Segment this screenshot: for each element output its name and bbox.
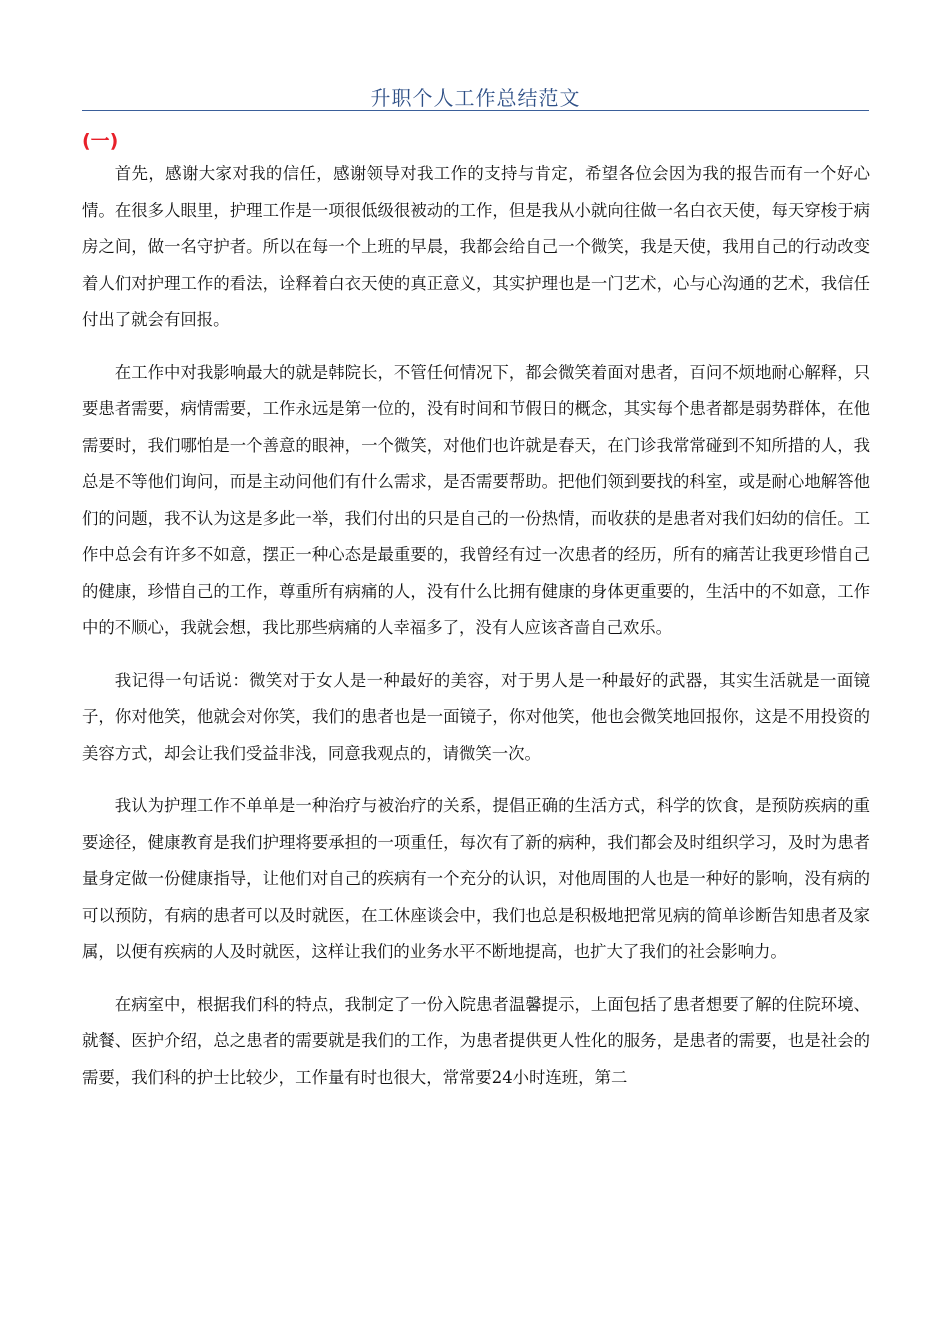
section-heading: (一) <box>82 130 119 152</box>
header-title: 升职个人工作总结范文 <box>370 86 581 110</box>
paragraph-1: 首先，感谢大家对我的信任，感谢领导对我工作的支持与肯定，希望各位会因为我的报告而有一个好心情。在很多人眼里，护理工作是一项很低级很被动的工作，但是我从小就向往做一名白衣天使，每天穿梭于病房之间，做一名守护者。所以在每一个上班的早晨，我都会给自己一个微笑，我是天使，我用自己的行动改变着人们对护理工作的看法，诠释着白衣天使的真正意义，其实护理也是一门艺术，心与心沟通的艺术，我信任付出了就会有回报。 <box>82 164 870 329</box>
paragraph-4: 我认为护理工作不单单是一种治疗与被治疗的关系，提倡正确的生活方式，科学的饮食，是预防疾病的重要途径，健康教育是我们护理将要承担的一项重任，每次有了新的病种，我们都会及时组织学习，及时为患者量身定做一份健康指导，让他们对自己的疾病有一个充分的认识，对他周围的人也是一种好的影响，没有病的可以预防，有病的患者可以及时就医，在工休座谈会中，我们也总是积极地把常见病的简单诊断告知患者及家属，以便有疾病的人及时就医，这样让我们的业务水平不断地提高，也扩大了我们的社会影响力。 <box>82 796 870 961</box>
paragraph-5: 在病室中，根据我们科的特点，我制定了一份入院患者温馨提示，上面包括了患者想要了解的住院环境、就餐、医护介绍，总之患者的需要就是我们的工作，为患者提供更人性化的服务，是患者的需要，也是社会的需要，我们科的护士比较少，工作量有时也很大，常常要24小时连班，第二 <box>82 994 870 1087</box>
paragraph-2: 在工作中对我影响最大的就是韩院长，不管任何情况下，都会微笑着面对患者，百问不烦地耐心解释，只要患者需要，病情需要，工作永远是第一位的，没有时间和节假日的概念，其实每个患者都是弱势群体，在他需要时，我们哪怕是一个善意的眼神，一个微笑，对他们也许就是春天，在门诊我常常碰到不知所措的人，我总是不等他们询问，而是主动问他们有什么需求，是否需要帮助。把他们领到要找的科室，或是耐心地解答他们的问题，我不认为这是多此一举，我们付出的只是自己的一份热情，而收获的是患者对我们妇幼的信任。工作中总会有许多不如意，摆正一种心态是最重要的，我曾经有过一次患者的经历，所有的痛苦让我更珍惜自己的健康，珍惜自己的工作，尊重所有病痛的人，没有什么比拥有健康的身体更重要的，生活中的不如意，工作中的不顺心，我就会想，我比那些病痛的人幸福多了，没有人应该吝啬自己欢乐。 <box>82 362 870 637</box>
paragraph-3: 我记得一句话说：微笑对于女人是一种最好的美容，对于男人是一种最好的武器，其实生活就是一面镜子，你对他笑，他就会对你笑，我们的患者也是一面镜子，你对他笑，他也会微笑地回报你，这是不用投资的美容方式，却会让我们受益非浅，同意我观点的，请微笑一次。 <box>82 670 870 763</box>
document-body <box>82 156 870 1112</box>
page-header <box>82 78 869 111</box>
